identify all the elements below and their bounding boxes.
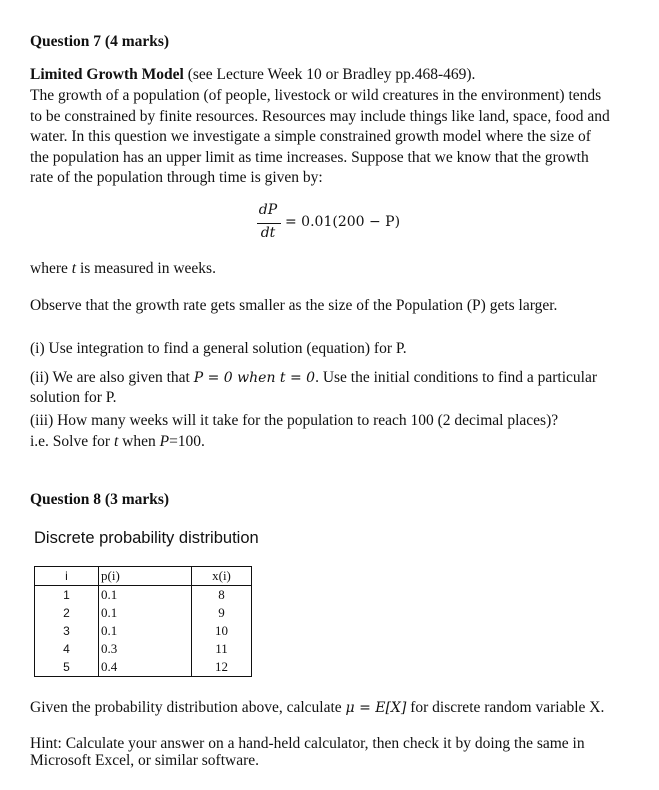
fraction-bar (257, 223, 281, 224)
header-x: x(i) (192, 567, 252, 586)
q7-part-i: (i) Use integration to find a general solution (equation) for P. (30, 340, 407, 357)
q7-intro-line: water. In this question we investigate a simple constrained growth model where the size of (30, 128, 591, 145)
q7-part-iii-line2 (30, 433, 205, 451)
given-post: for discrete random variable X. (406, 699, 605, 716)
equation-numerator: dP (258, 202, 278, 218)
q8-hint-line1: Hint: Calculate your answer on a hand-held calculator, then check it by doing the same in (30, 735, 585, 752)
q7-heading-rest: (see Lecture Week 10 or Bradley pp.468-469). (183, 66, 476, 83)
part-ii-post: . Use the initial conditions to find a particular (315, 369, 598, 386)
where-var: t (71, 260, 77, 277)
q7-part-ii (30, 369, 597, 387)
part-iii-var-t: t (113, 433, 119, 450)
q7-intro-line: the population has an upper limit as time increases. Suppose that we know that the growth (30, 148, 589, 166)
question-7-title: Question 7 (4 marks) (30, 33, 170, 50)
header-i: i (35, 567, 99, 586)
part-ii-pre: (ii) We are also given that (30, 369, 194, 386)
cell-x: 11 (192, 640, 252, 658)
table-row (35, 586, 252, 605)
cell-x: 12 (192, 658, 252, 677)
part-iii-mid: when (118, 433, 160, 450)
part-iii-var-p: P (159, 433, 170, 450)
q7-intro (30, 86, 640, 189)
cell-i: 1 (35, 586, 99, 605)
q7-observe-text: Observe that the growth rate gets smaller as the size of the Population (P) gets larger. (30, 297, 558, 314)
q8-hint-line2: Microsoft Excel, or similar software. (30, 752, 259, 769)
q7-heading (30, 65, 640, 86)
cell-p: 0.1 (99, 586, 192, 605)
given-pre: Given the probability distribution above, calculate (30, 699, 346, 716)
q7-part-ii-line2: solution for P. (30, 389, 117, 406)
cell-i: 5 (35, 658, 99, 677)
q8-subtitle: Discrete probability distribution (34, 529, 259, 547)
cell-i: 4 (35, 640, 99, 658)
q7-intro-line: The growth of a population (of people, livestock or wild creatures in the environment) tends (30, 87, 602, 104)
q7-heading-bold: Limited Growth Model (30, 66, 184, 83)
part-iii-pre: i.e. Solve for (30, 433, 114, 450)
part-iii-post: =100. (169, 433, 205, 450)
cell-p: 0.1 (99, 604, 192, 622)
equation-rhs: = 0.01(200 − P) (285, 214, 401, 230)
question-8-title: Question 8 (3 marks) (30, 491, 170, 508)
cell-x: 8 (192, 586, 252, 605)
cell-p: 0.1 (99, 622, 192, 640)
q7-part-iii: (iii) How many weeks will it take for the population to reach 100 (2 decimal places)? (30, 412, 559, 429)
where-pre: where (30, 260, 72, 277)
cell-i: 3 (35, 622, 99, 640)
header-p: p(i) (99, 567, 192, 586)
cell-i: 2 (35, 604, 99, 622)
where-post: is measured in weeks. (76, 260, 216, 277)
table-row (35, 658, 252, 677)
table-header-row (35, 567, 252, 586)
cell-p: 0.3 (99, 640, 192, 658)
given-math: μ = E[X] (345, 700, 407, 716)
q7-intro-line: rate of the population through time is given by: (30, 169, 323, 186)
probability-distribution-table (34, 566, 252, 677)
q7-where-text (30, 260, 216, 278)
table-row (35, 622, 252, 640)
table-row (35, 640, 252, 658)
q7-intro-line: to be constrained by finite resources. Resources may include things like land, space, food and (30, 107, 610, 125)
q8-given-text (30, 699, 604, 717)
cell-x: 9 (192, 604, 252, 622)
cell-p: 0.4 (99, 658, 192, 677)
table-row (35, 604, 252, 622)
part-ii-condition: P = 0 when t = 0 (193, 370, 316, 386)
cell-x: 10 (192, 622, 252, 640)
equation-denominator: dt (260, 225, 276, 241)
